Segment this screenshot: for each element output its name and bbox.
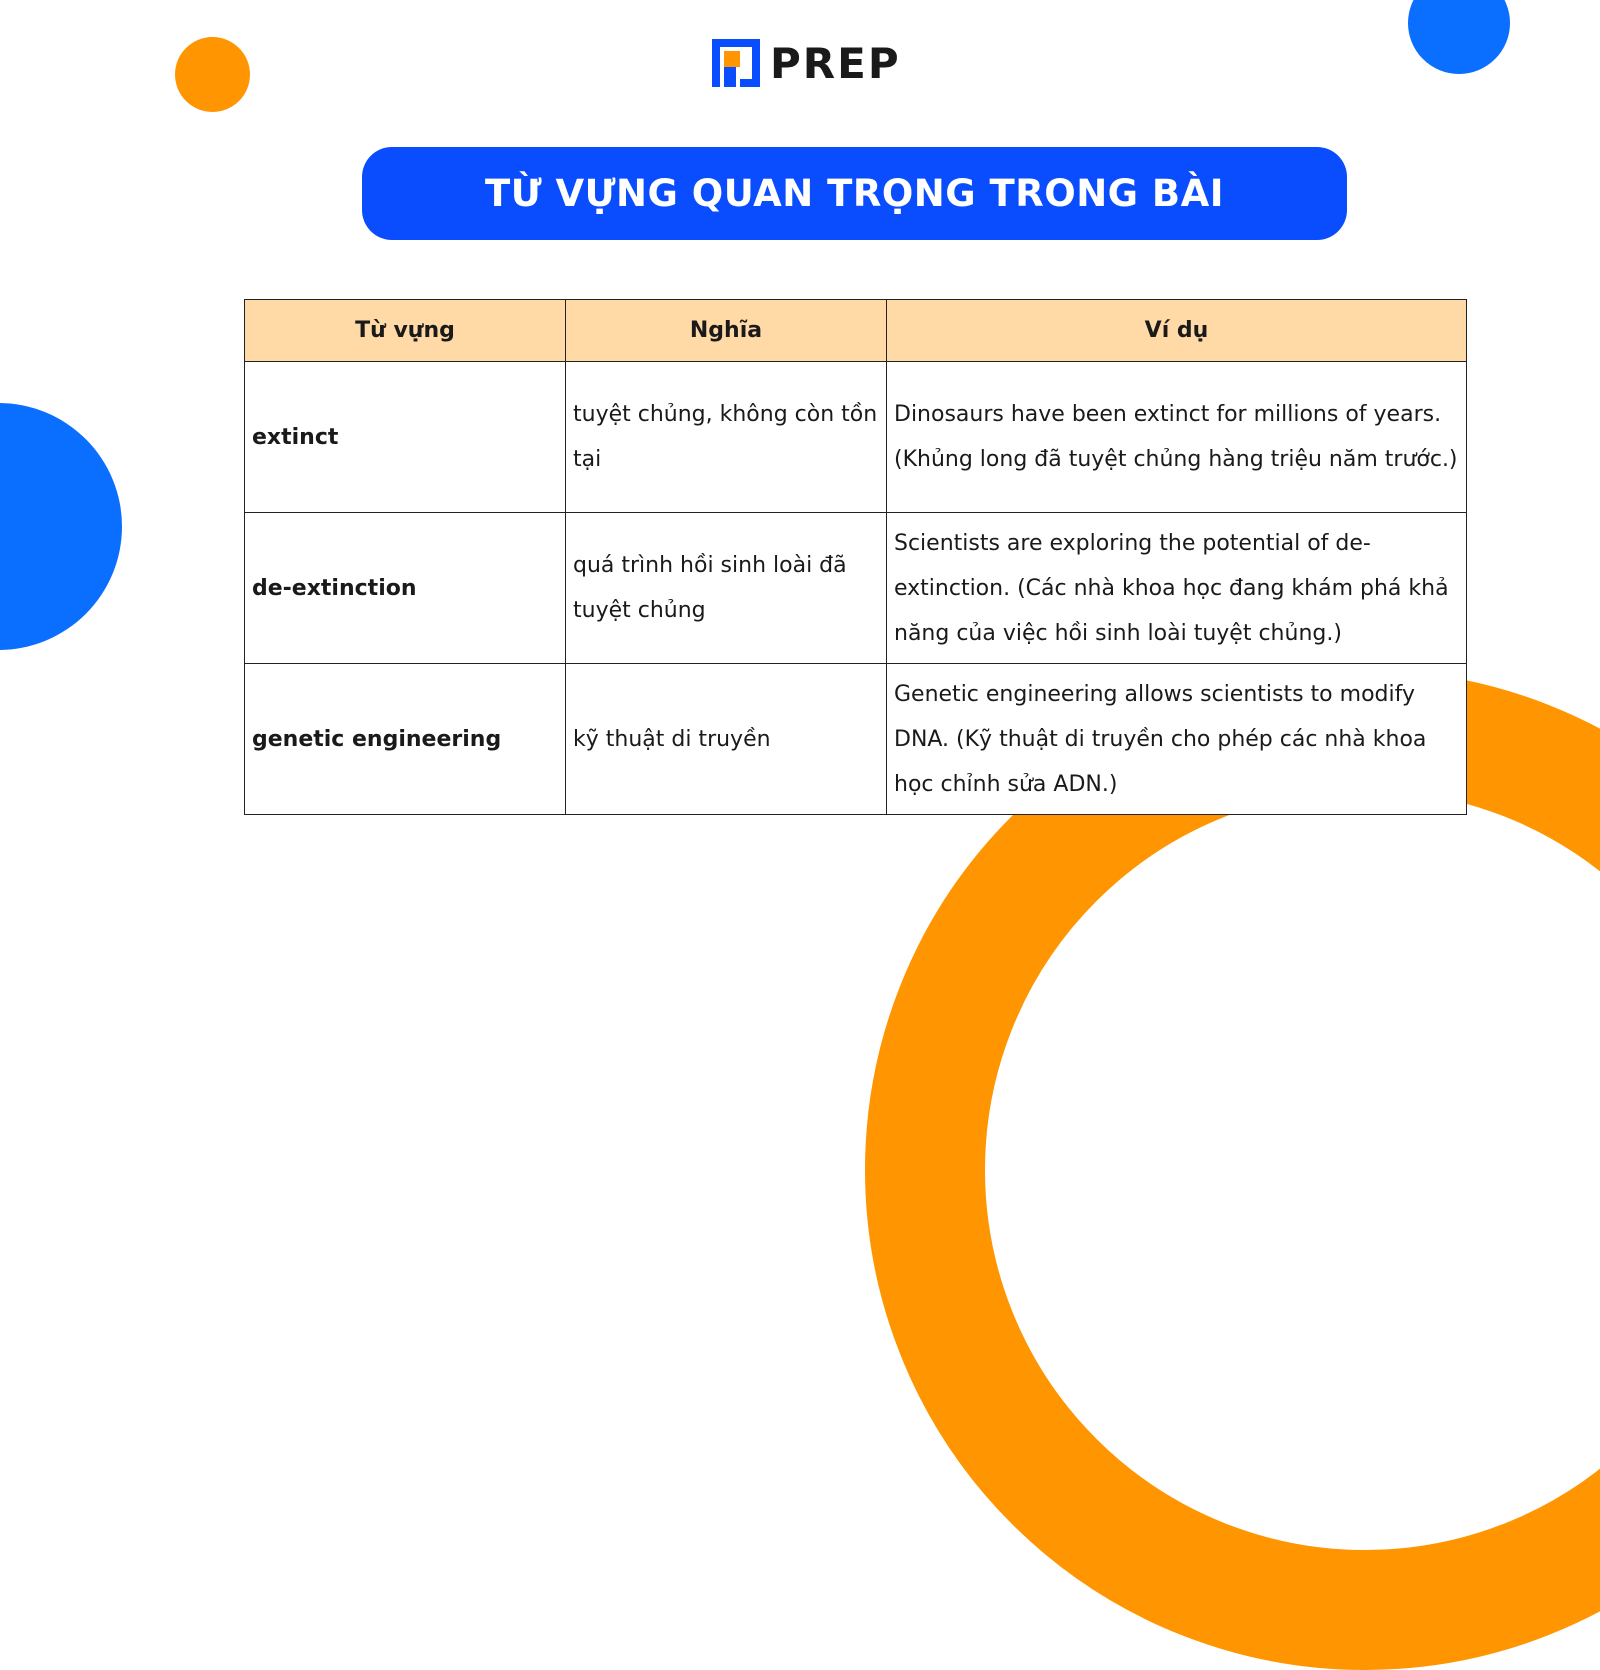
vocab-example: Scientists are exploring the potential of de-extinction. (Các nhà khoa học đang khám phá khả năng của việc hồi sinh loài tuyệt chủng.) bbox=[887, 513, 1467, 664]
vocab-word: extinct bbox=[245, 362, 566, 513]
header-meaning: Nghĩa bbox=[566, 300, 887, 362]
header-example: Ví dụ bbox=[887, 300, 1467, 362]
decorative-blue-circle-left bbox=[0, 403, 122, 650]
prep-logo-icon bbox=[710, 37, 762, 89]
table-row bbox=[245, 664, 1467, 815]
logo-text: PREP bbox=[770, 38, 901, 88]
decorative-orange-arc bbox=[865, 670, 1600, 1670]
vocab-meaning: tuyệt chủng, không còn tồn tại bbox=[566, 362, 887, 513]
decorative-blue-circle-top bbox=[1408, 0, 1510, 74]
table-row bbox=[245, 362, 1467, 513]
decorative-orange-circle bbox=[175, 37, 250, 112]
vocab-example: Genetic engineering allows scientists to modify DNA. (Kỹ thuật di truyền cho phép các nhà khoa học chỉnh sửa ADN.) bbox=[887, 664, 1467, 815]
header-vocabulary: Từ vựng bbox=[245, 300, 566, 362]
vocab-word: de-extinction bbox=[245, 513, 566, 664]
prep-logo bbox=[710, 37, 901, 89]
vocab-meaning: quá trình hồi sinh loài đã tuyệt chủng bbox=[566, 513, 887, 664]
vocab-meaning: kỹ thuật di truyền bbox=[566, 664, 887, 815]
vocabulary-table bbox=[244, 299, 1467, 815]
vocab-word: genetic engineering bbox=[245, 664, 566, 815]
banner-title: TỪ VỰNG QUAN TRỌNG TRONG BÀI bbox=[484, 172, 1225, 215]
table-row bbox=[245, 513, 1467, 664]
table-header-row bbox=[245, 300, 1467, 362]
title-banner bbox=[362, 147, 1347, 240]
vocab-example: Dinosaurs have been extinct for millions of years. (Khủng long đã tuyệt chủng hàng triệu năm trước.) bbox=[887, 362, 1467, 513]
